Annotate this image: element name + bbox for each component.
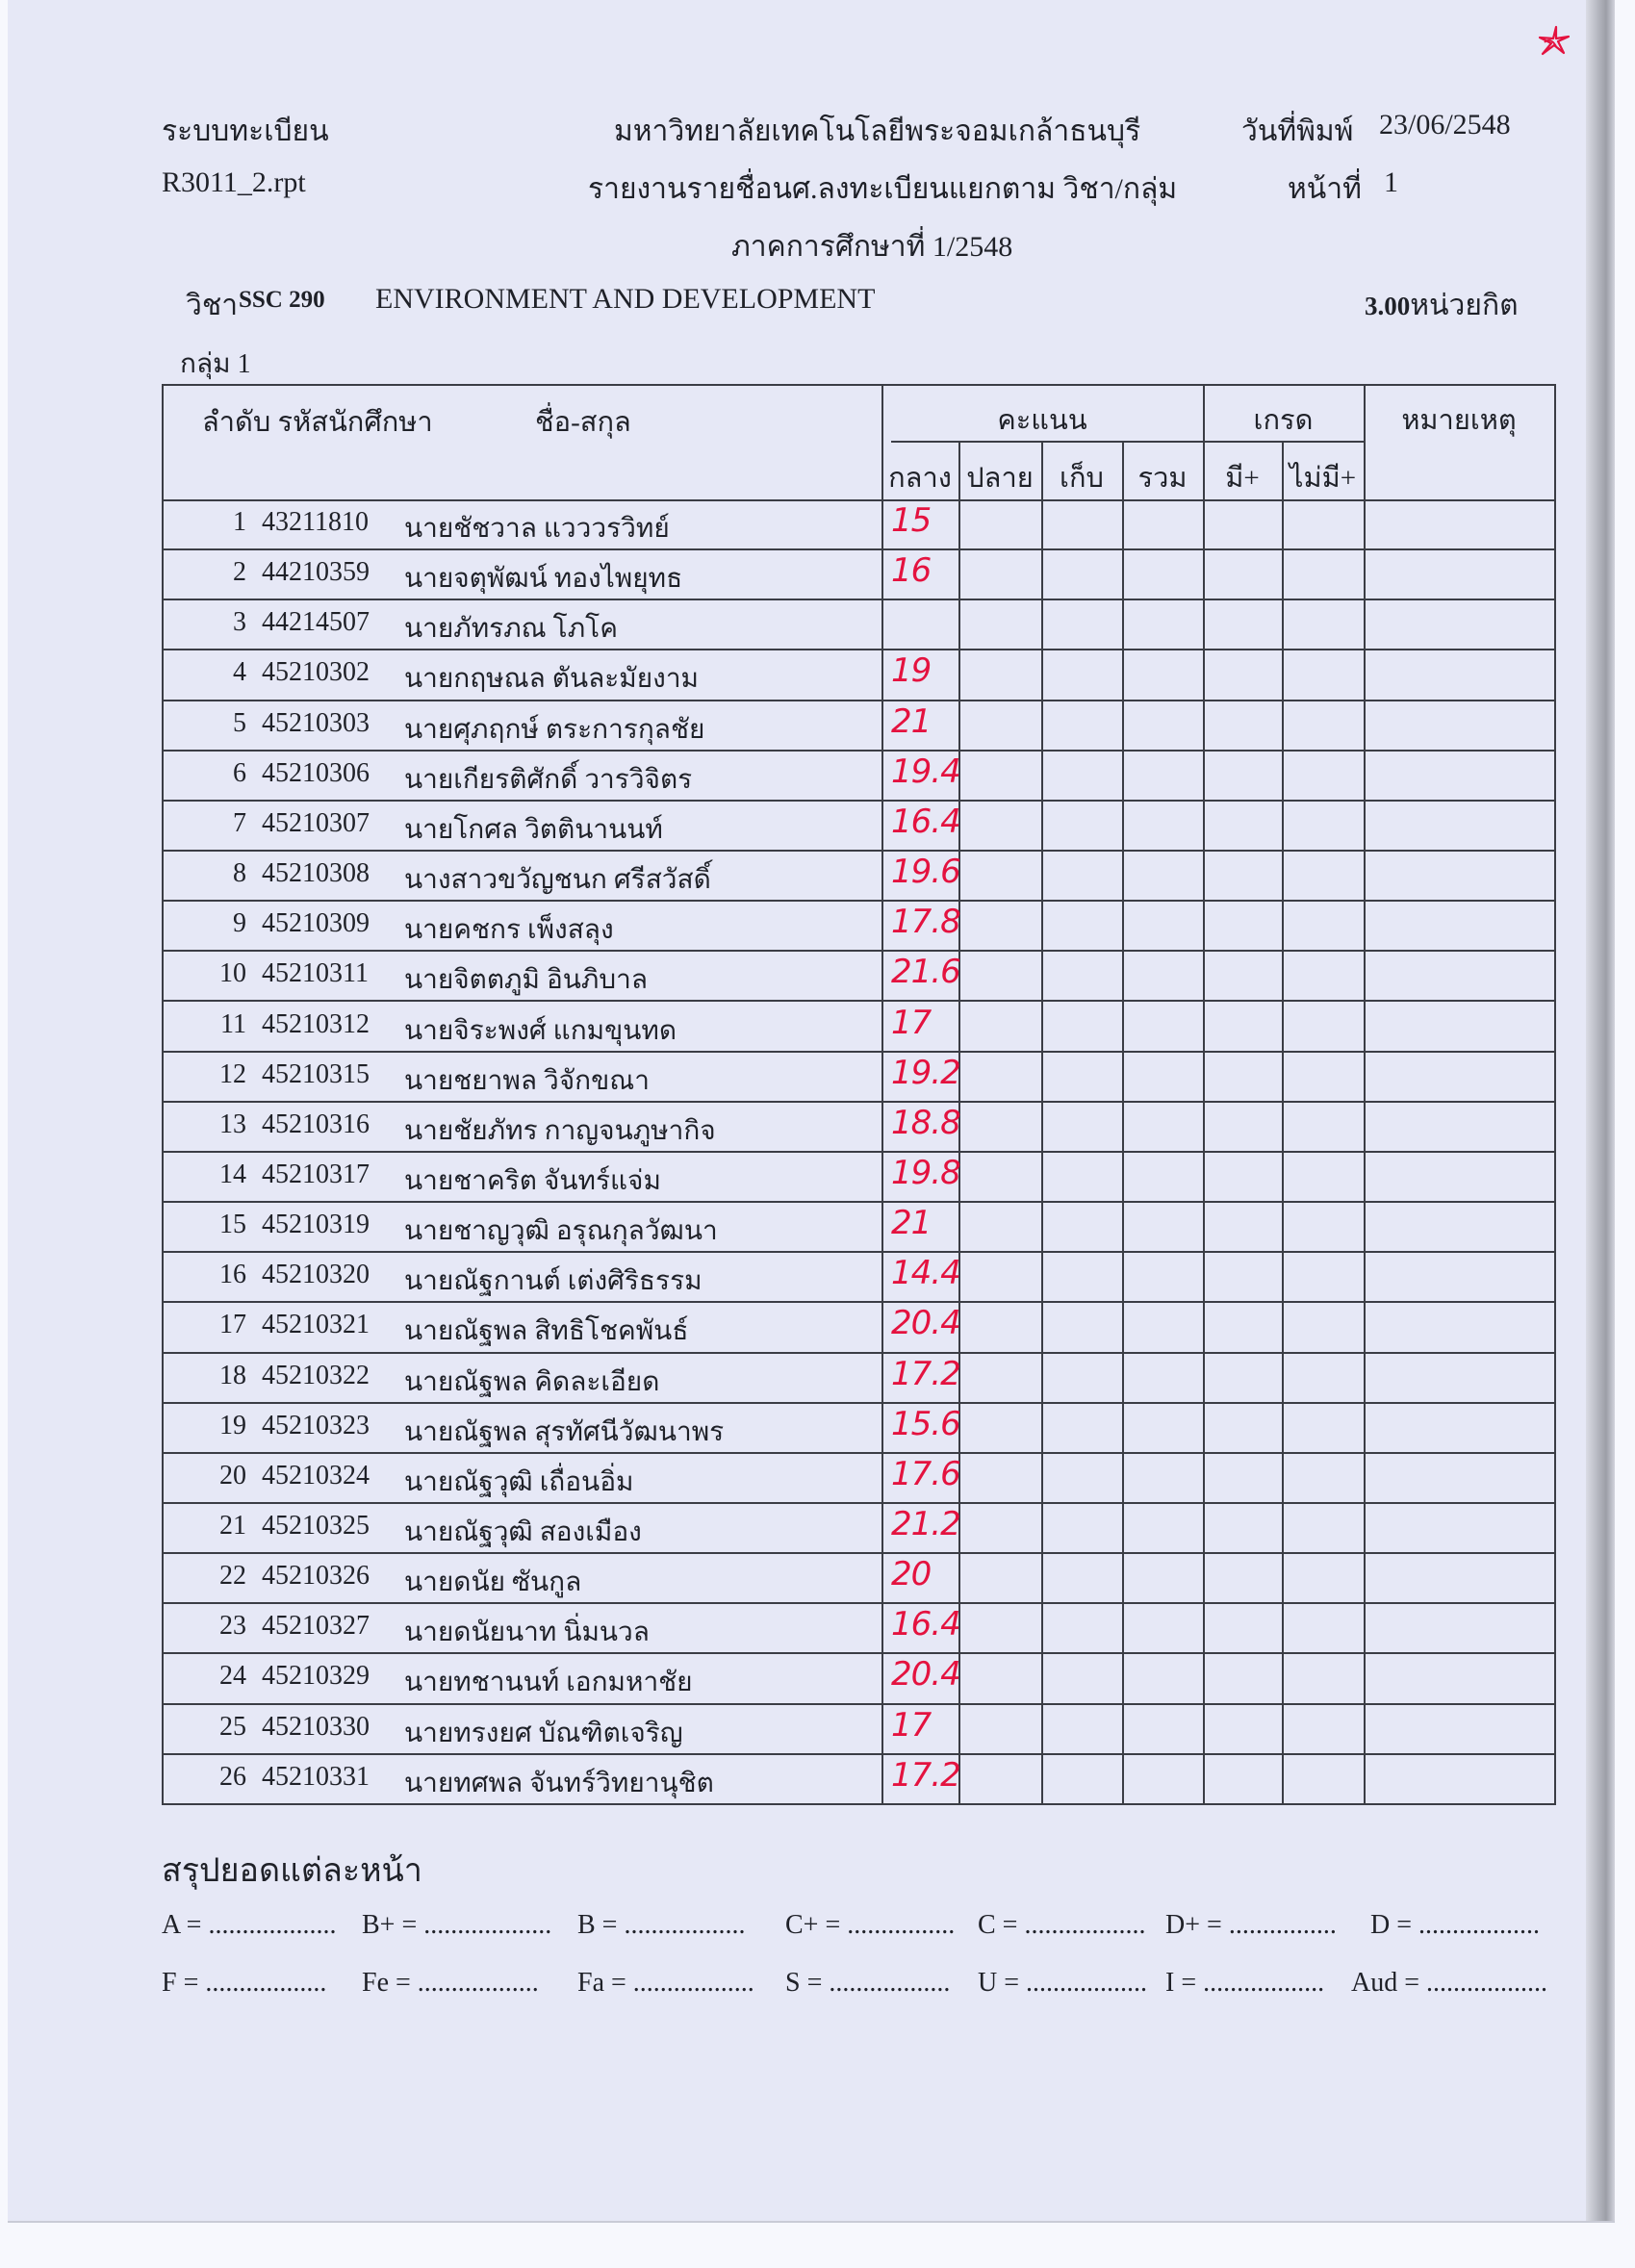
midterm-score: 21.2 bbox=[891, 1505, 960, 1543]
table-row bbox=[164, 1603, 1558, 1653]
row-seq: 8 bbox=[233, 858, 246, 889]
row-seq: 13 bbox=[219, 1109, 246, 1139]
report-file: R3011_2.rpt bbox=[162, 166, 306, 198]
scan-edge bbox=[1586, 0, 1615, 2221]
summary-blank: ................... bbox=[208, 1910, 337, 1940]
row-seq: 1 bbox=[233, 507, 246, 537]
table-row bbox=[164, 1302, 1558, 1352]
row-seq: 12 bbox=[219, 1058, 246, 1089]
table-row bbox=[164, 1152, 1558, 1202]
table-row bbox=[164, 1704, 1558, 1754]
group-number: 1 bbox=[237, 349, 251, 379]
student-id: 45210309 bbox=[262, 908, 370, 939]
table-row bbox=[164, 1252, 1558, 1302]
course-label: วิชา bbox=[186, 290, 239, 321]
row-seq: 5 bbox=[233, 707, 246, 738]
student-id: 45210322 bbox=[262, 1360, 370, 1390]
row-seq: 16 bbox=[219, 1260, 246, 1290]
midterm-score: 21 bbox=[891, 1204, 932, 1243]
header-seq-id: ลำดับ รหัสนักศึกษา bbox=[202, 407, 433, 438]
table-row bbox=[164, 751, 1558, 801]
student-id: 45210331 bbox=[262, 1761, 370, 1792]
midterm-score: 20.4 bbox=[891, 1655, 960, 1695]
summary-blank: .................. bbox=[1203, 1968, 1325, 1998]
student-id: 45210330 bbox=[262, 1711, 370, 1742]
summary-label: C+ = bbox=[785, 1910, 841, 1940]
row-seq: 26 bbox=[219, 1761, 246, 1792]
student-id: 45210302 bbox=[262, 657, 370, 688]
student-name: นายคชกร เพ็งสลุง bbox=[404, 915, 614, 946]
midterm-score: 17.2 bbox=[891, 1755, 960, 1795]
group-label-text: กลุ่ม bbox=[180, 349, 231, 379]
summary-item bbox=[162, 1910, 336, 1941]
row-seq: 3 bbox=[233, 607, 246, 638]
midterm-score: 19.8 bbox=[891, 1153, 960, 1192]
summary-label: D = bbox=[1370, 1910, 1413, 1940]
row-seq: 24 bbox=[219, 1661, 246, 1692]
page-label: หน้าที่ bbox=[1288, 173, 1362, 205]
row-seq: 11 bbox=[220, 1008, 246, 1039]
summary-blank: .................. bbox=[205, 1968, 327, 1998]
midterm-score: 17.2 bbox=[891, 1354, 960, 1393]
summary-label: B = bbox=[577, 1910, 618, 1940]
row-seq: 25 bbox=[219, 1711, 246, 1742]
header-total: รวม bbox=[1137, 463, 1188, 494]
student-id: 45210303 bbox=[262, 707, 370, 738]
summary-item bbox=[162, 1968, 326, 1999]
student-name: นายณัฐวุฒิ สองเมือง bbox=[404, 1517, 642, 1547]
summary-blank: ................ bbox=[847, 1910, 956, 1940]
credits bbox=[1365, 283, 1519, 328]
table-row bbox=[164, 901, 1558, 951]
student-id: 45210327 bbox=[262, 1611, 370, 1642]
semester: ภาคการศึกษาที่ 1/2548 bbox=[731, 231, 1013, 263]
student-id: 45210311 bbox=[262, 958, 369, 989]
summary-blank: .................. bbox=[829, 1968, 951, 1998]
midterm-score: 17.6 bbox=[891, 1454, 960, 1493]
row-seq: 4 bbox=[233, 657, 246, 688]
summary-label: D+ = bbox=[1165, 1910, 1222, 1940]
student-table bbox=[162, 384, 1556, 1805]
student-id: 45210323 bbox=[262, 1410, 370, 1440]
table-row bbox=[164, 1002, 1558, 1052]
summary-title: สรุปยอดแต่ละหน้า bbox=[162, 1853, 422, 1889]
report-title: รายงานรายชื่อนศ.ลงทะเบียนแยกตาม วิชา/กลุ่ม bbox=[588, 173, 1178, 205]
print-date: 23/06/2548 bbox=[1379, 109, 1511, 140]
student-name: นายณัฐพล สิทธิโชคพันธ์ bbox=[404, 1316, 689, 1347]
student-id: 45210308 bbox=[262, 858, 370, 889]
row-seq: 21 bbox=[219, 1511, 246, 1541]
student-name: นายชัยภัทร กาญจนภูษากิจ bbox=[404, 1115, 716, 1146]
midterm-score: 16.4 bbox=[891, 1605, 960, 1644]
table-row bbox=[164, 1754, 1558, 1804]
summary-item bbox=[362, 1910, 551, 1941]
midterm-score: 20 bbox=[891, 1555, 932, 1594]
header-grade-no-plus: ไม่มี+ bbox=[1289, 463, 1357, 494]
row-seq: 14 bbox=[219, 1159, 246, 1189]
student-id: 45210325 bbox=[262, 1511, 370, 1541]
header-remark: หมายเหตุ bbox=[1401, 405, 1517, 436]
midterm-score: 19 bbox=[891, 651, 932, 691]
summary-item bbox=[1351, 1968, 1547, 1999]
student-id: 43211810 bbox=[262, 507, 369, 537]
row-seq: 17 bbox=[219, 1310, 246, 1340]
summary-label: C = bbox=[978, 1910, 1018, 1940]
summary-blank: .................. bbox=[417, 1968, 539, 1998]
summary-label: S = bbox=[785, 1968, 823, 1998]
student-id: 44214507 bbox=[262, 607, 370, 638]
summary-item bbox=[362, 1968, 539, 1999]
summary-blank: .................. bbox=[1024, 1910, 1146, 1940]
row-seq: 23 bbox=[219, 1611, 246, 1642]
row-seq: 9 bbox=[233, 908, 246, 939]
summary-item bbox=[1370, 1910, 1540, 1941]
student-id: 45210324 bbox=[262, 1460, 370, 1491]
table-row bbox=[164, 1353, 1558, 1403]
student-name: นายโกศล วิตตินานนท์ bbox=[404, 814, 663, 845]
summary-blank: .................. bbox=[624, 1910, 746, 1940]
student-name: นายณัฐวุฒิ เถื่อนอิ่ม bbox=[404, 1466, 634, 1497]
row-seq: 2 bbox=[233, 557, 246, 588]
student-name: นายชัชวาล แวววรวิทย์ bbox=[404, 514, 670, 544]
summary-blank: .................. bbox=[632, 1968, 754, 1998]
system-name: ระบบทะเบียน bbox=[162, 115, 329, 147]
page-number: 1 bbox=[1384, 166, 1398, 198]
student-id: 45210329 bbox=[262, 1661, 370, 1692]
table-row bbox=[164, 1202, 1558, 1252]
student-name: นายชยาพล วิจักขณา bbox=[404, 1065, 650, 1096]
summary-label: Aud = bbox=[1351, 1968, 1420, 1998]
row-seq: 20 bbox=[219, 1460, 246, 1491]
header-grade-group: เกรด bbox=[1253, 405, 1314, 436]
table-row bbox=[164, 549, 1558, 599]
midterm-score: 17.8 bbox=[891, 903, 960, 942]
student-id: 45210307 bbox=[262, 807, 370, 838]
midterm-score: 15.6 bbox=[891, 1404, 960, 1443]
print-date-label: วันที่พิมพ์ bbox=[1241, 115, 1354, 147]
student-name: นางสาวขวัญชนก ศรีสวัสดิ์ bbox=[404, 865, 711, 896]
student-name: นายจิตตภูมิ อินภิบาล bbox=[404, 965, 649, 996]
summary-item bbox=[1165, 1968, 1324, 1999]
row-seq: 10 bbox=[219, 958, 246, 989]
summary-item bbox=[577, 1968, 754, 1999]
row-seq: 22 bbox=[219, 1561, 246, 1592]
student-name: นายศุภฤกษ์ ตระการกุลชัย bbox=[404, 714, 705, 745]
midterm-score: 21 bbox=[891, 701, 932, 741]
summary-item bbox=[978, 1910, 1145, 1941]
student-id: 45210315 bbox=[262, 1058, 370, 1089]
summary-label: Fe = bbox=[362, 1968, 411, 1998]
student-name: นายทศพล จันทร์วิทยานุชิต bbox=[404, 1768, 714, 1798]
student-name: นายณัฐกานต์ เต่งศิริธรรม bbox=[404, 1266, 703, 1297]
student-name: นายชาญวุฒิ อรุณกุลวัฒนา bbox=[404, 1216, 718, 1247]
table-row bbox=[164, 1403, 1558, 1453]
midterm-score: 14.4 bbox=[891, 1254, 960, 1293]
header-grade-plus: มี+ bbox=[1225, 463, 1260, 494]
midterm-score: 15 bbox=[891, 501, 932, 540]
student-name: นายจตุพัฒน์ ทองไพยุทธ bbox=[404, 564, 683, 595]
midterm-score: 21.6 bbox=[891, 953, 960, 992]
table-row bbox=[164, 650, 1558, 700]
summary-item bbox=[785, 1910, 955, 1941]
row-seq: 19 bbox=[219, 1410, 246, 1440]
credits-value: 3.00 bbox=[1365, 292, 1411, 320]
midterm-score: 19.4 bbox=[891, 752, 960, 791]
table-row bbox=[164, 1553, 1558, 1603]
table-row bbox=[164, 1052, 1558, 1102]
table-row bbox=[164, 701, 1558, 751]
student-id: 45210317 bbox=[262, 1159, 370, 1189]
summary-blank: .................. bbox=[1426, 1968, 1548, 1998]
student-id: 45210326 bbox=[262, 1561, 370, 1592]
summary-blank: .................. bbox=[1418, 1910, 1541, 1940]
row-seq: 6 bbox=[233, 757, 246, 788]
midterm-score: 16 bbox=[891, 551, 932, 591]
student-id: 45210312 bbox=[262, 1008, 370, 1039]
summary-blank: ................ bbox=[1228, 1910, 1337, 1940]
summary-label: U = bbox=[978, 1968, 1020, 1998]
student-name: นายภัทรภณ โภโค bbox=[404, 614, 618, 645]
student-id: 45210321 bbox=[262, 1310, 370, 1340]
student-id: 44210359 bbox=[262, 557, 370, 588]
student-id: 45210316 bbox=[262, 1109, 370, 1139]
midterm-score: 18.8 bbox=[891, 1103, 960, 1142]
midterm-score: 16.4 bbox=[891, 802, 960, 841]
student-name: นายทรงยศ บัณฑิตเจริญ bbox=[404, 1718, 683, 1748]
midterm-score: 19.6 bbox=[891, 853, 960, 892]
summary-label: F = bbox=[162, 1968, 199, 1998]
summary-item bbox=[577, 1910, 745, 1941]
course-name: ENVIRONMENT AND DEVELOPMENT bbox=[375, 283, 876, 315]
summary-blank: .................. bbox=[1026, 1968, 1148, 1998]
summary-item bbox=[1165, 1910, 1337, 1941]
student-name: นายดนัย ซันกูล bbox=[404, 1567, 582, 1598]
row-seq: 7 bbox=[233, 807, 246, 838]
summary-blank: ................... bbox=[423, 1910, 552, 1940]
table-row bbox=[164, 801, 1558, 851]
header-collected: เก็บ bbox=[1060, 463, 1104, 494]
header-midterm: กลาง bbox=[888, 463, 952, 494]
table-row bbox=[164, 1453, 1558, 1503]
midterm-score: 17 bbox=[891, 1705, 932, 1745]
table-row bbox=[164, 1102, 1558, 1152]
university-name: มหาวิทยาลัยเทคโนโลยีพระจอมเกล้าธนบุรี bbox=[614, 115, 1141, 147]
row-seq: 18 bbox=[219, 1360, 246, 1390]
student-name: นายจิระพงศ์ แกมขุนทด bbox=[404, 1015, 677, 1046]
student-name: นายดนัยนาท นิ่มนวล bbox=[404, 1618, 650, 1648]
course-code: SSC 290 bbox=[239, 287, 325, 313]
table-row bbox=[164, 851, 1558, 901]
summary-label: I = bbox=[1165, 1968, 1197, 1998]
student-id: 45210319 bbox=[262, 1210, 370, 1240]
header-name: ชื่อ-สกุล bbox=[535, 407, 631, 438]
credits-unit: หน่วยกิต bbox=[1410, 290, 1519, 321]
student-name: นายเกียรติศักดิ์ วารวิจิตร bbox=[404, 764, 693, 795]
student-name: นายกฤษณล ตันละมัยงาม bbox=[404, 664, 700, 695]
student-name: นายณัฐพล สุรทัศนีวัฒนาพร bbox=[404, 1416, 725, 1447]
summary-item bbox=[785, 1968, 950, 1999]
header-final: ปลาย bbox=[966, 463, 1034, 494]
midterm-score: 19.2 bbox=[891, 1053, 960, 1092]
table-row bbox=[164, 599, 1558, 650]
student-name: นายณัฐพล คิดละเอียด bbox=[404, 1366, 660, 1397]
summary-label: A = bbox=[162, 1910, 202, 1940]
student-id: 45210306 bbox=[262, 757, 370, 788]
header-score-group: คะแนน bbox=[997, 405, 1087, 436]
midterm-score: 17 bbox=[891, 1003, 932, 1042]
table-row bbox=[164, 1503, 1558, 1553]
summary-item bbox=[978, 1968, 1147, 1999]
table-row bbox=[164, 1653, 1558, 1703]
student-name: นายชาคริต จันทร์แจ่ม bbox=[404, 1165, 661, 1196]
summary-label: Fa = bbox=[577, 1968, 626, 1998]
summary-label: B+ = bbox=[362, 1910, 418, 1940]
group-label bbox=[180, 343, 251, 385]
student-id: 45210320 bbox=[262, 1260, 370, 1290]
table-row bbox=[164, 499, 1558, 549]
midterm-score: 20.4 bbox=[891, 1304, 960, 1343]
student-name: นายทชานนท์ เอกมหาชัย bbox=[404, 1668, 693, 1698]
table-row bbox=[164, 951, 1558, 1001]
row-seq: 15 bbox=[219, 1210, 246, 1240]
star-icon bbox=[1537, 25, 1570, 56]
